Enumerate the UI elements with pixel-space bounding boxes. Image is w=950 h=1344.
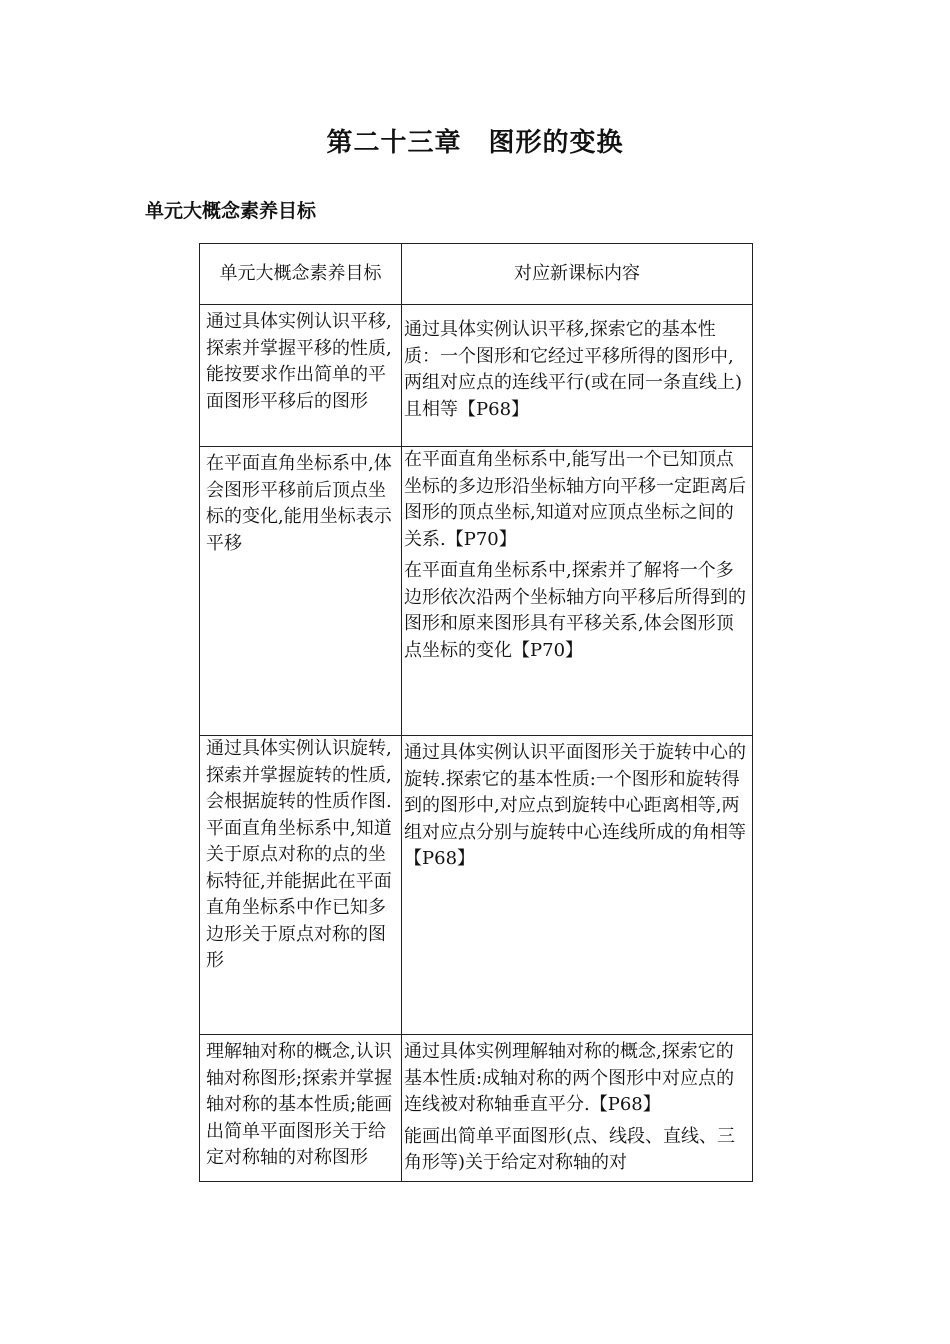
table-row	[200, 447, 753, 736]
chapter-title: 第二十三章 图形的变换	[326, 128, 624, 158]
standard-cell	[402, 305, 753, 447]
table-row	[200, 1035, 753, 1182]
standard-cell	[402, 1035, 753, 1182]
goal-cell: 通过具体实例认识平移,探索并掌握平移的性质,能按要求作出简单的平面图形平移后的图形	[200, 305, 402, 447]
section-heading: 单元大概念素养目标	[145, 200, 317, 222]
header-goal: 单元大概念素养目标	[200, 244, 402, 305]
standard-cell	[402, 736, 753, 1035]
table-row	[200, 305, 753, 447]
goal-cell: 理解轴对称的概念,认识轴对称图形;探索并掌握轴对称的基本性质;能画出简单平面图形关于给定对称轴的对称图形	[200, 1035, 402, 1182]
standard-text: 在平面直角坐标系中,探索并了解将一个多边形依次沿两个坐标轴方向平移后所得到的图形和原来图形具有平移关系,体会图形顶点坐标的变化【P70】	[404, 560, 746, 661]
goal-cell: 通过具体实例认识旋转,探索并掌握旋转的性质,会根据旋转的性质作图.平面直角坐标系中,知道关于原点对称的点的坐标特征,并能据此在平面直角坐标系中作已知多边形关于原点对称的图形	[200, 736, 402, 1035]
table-row	[200, 736, 753, 1035]
table-header-row	[200, 244, 753, 305]
standard-text: 能画出简单平面图形(点、线段、直线、三角形等)关于给定对称轴的对	[404, 1125, 736, 1173]
standard-text: 通过具体实例认识平移,探索它的基本性质：一个图形和它经过平移所得的图形中,两组对应点的连线平行(或在同一条直线上)且相等【P68】	[404, 319, 743, 420]
goals-table	[199, 243, 753, 1182]
header-standard: 对应新课标内容	[402, 244, 753, 305]
standard-text: 通过具体实例认识平面图形关于旋转中心的旋转.探索它的基本性质:一个图形和旋转得到的图形中,对应点到旋转中心距离相等,两组对应点分别与旋转中心连线所成的角相等【P68】	[404, 742, 746, 869]
standard-cell	[402, 447, 753, 736]
goal-cell: 在平面直角坐标系中,体会图形平移前后顶点坐标的变化,能用坐标表示平移	[200, 447, 402, 736]
standard-text: 通过具体实例理解轴对称的概念,探索它的基本性质:成轴对称的两个图形中对应点的连线被对称轴垂直平分.【P68】	[404, 1041, 735, 1115]
standard-text: 在平面直角坐标系中,能写出一个已知顶点坐标的多边形沿坐标轴方向平移一定距离后图形的顶点坐标,知道对应顶点坐标之间的关系.【P70】	[404, 449, 746, 550]
